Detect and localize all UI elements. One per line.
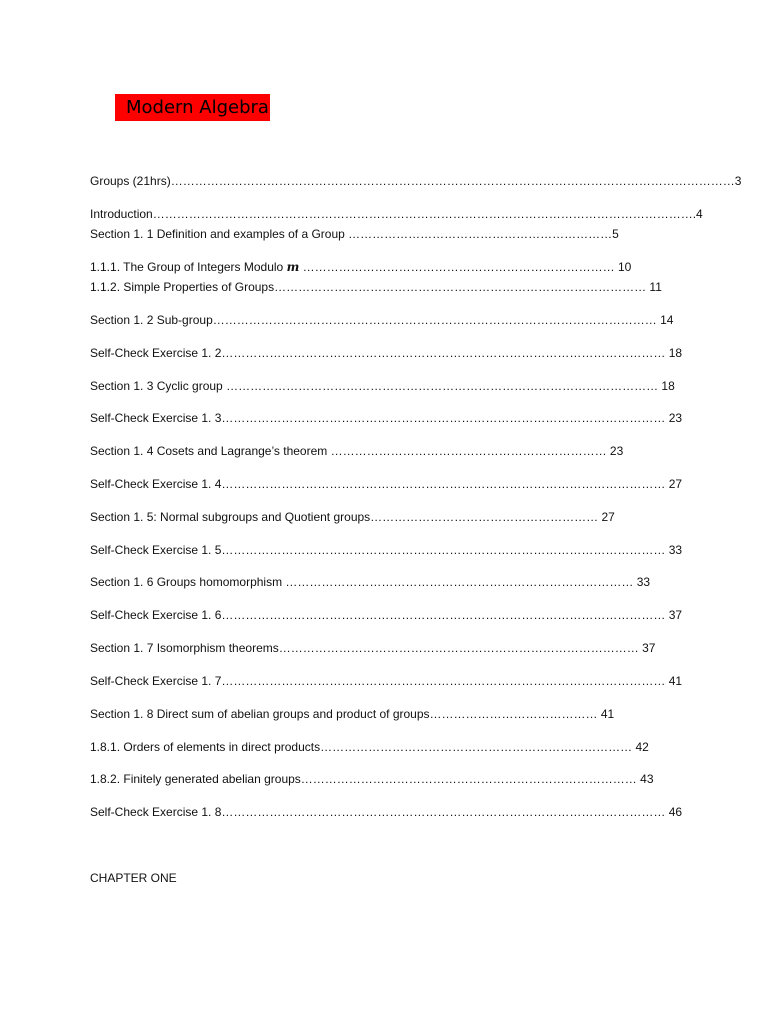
toc-entry-section-1-7: Section 1. 7 Isomorphism theorems……………………………………………………………………………… 37 (90, 641, 656, 655)
toc-entry-self-check-1-6: Self-Check Exercise 1. 6………………………………………………………………………………………………… 37 (90, 608, 683, 622)
toc-entry-1-1-1-page: …………………………………………………………………… 10 (299, 260, 632, 274)
toc-entry-self-check-1-7: Self-Check Exercise 1. 7………………………………………………………………………………………………… 41 (90, 674, 683, 688)
toc-entry-section-1-4: Section 1. 4 Cosets and Lagrange’s theorem …………………………………………………………… 23 (90, 444, 624, 458)
toc-entry-1-8-2: 1.8.2. Finitely generated abelian groups………………………………………………………………………… 43 (90, 772, 654, 786)
toc-entry-self-check-1-3: Self-Check Exercise 1. 3………………………………………………………………………………………………… 23 (90, 411, 683, 425)
toc-entry-self-check-1-2: Self-Check Exercise 1. 2………………………………………………………………………………………………… 18 (90, 346, 683, 360)
toc-entry-self-check-1-5: Self-Check Exercise 1. 5………………………………………………………………………………………………… 33 (90, 543, 683, 557)
toc-entry-1-1-1-text: 1.1.1. The Group of Integers Modulo (90, 260, 287, 274)
toc-entry-section-1-3: Section 1. 3 Cyclic group ……………………………………………………………………………………………… 18 (90, 379, 675, 393)
toc-entry-section-1-6: Section 1. 6 Groups homomorphism …………………………………………………………………………… 33 (90, 575, 651, 589)
toc-entry-section-1-8: Section 1. 8 Direct sum of abelian groups and product of groups…………………………………… 41 (90, 707, 615, 721)
toc-entry-section-1-2: Section 1. 2 Sub-group………………………………………………………………………………………………… 14 (90, 313, 674, 327)
chapter-heading: CHAPTER ONE (90, 871, 177, 885)
math-symbol-m: m (286, 260, 300, 274)
toc-entry-1-8-1: 1.8.1. Orders of elements in direct products…………………………………………………………………… 42 (90, 740, 649, 754)
toc-entry-section-1-5: Section 1. 5: Normal subgroups and Quotient groups………………………………………………… 27 (90, 510, 615, 524)
toc-entry-1-1-1 (90, 260, 631, 274)
toc-entry-1-1-2: 1.1.2. Simple Properties of Groups………………………………………………………………………………… 11 (90, 280, 662, 294)
toc-entry-section-1-1: Section 1. 1 Definition and examples of a Group …………………………………………………………5 (90, 227, 619, 241)
toc-entry-self-check-1-4: Self-Check Exercise 1. 4………………………………………………………………………………………………… 27 (90, 477, 683, 491)
toc-entry-introduction: Introduction……………………………………………………………………………………………………………………….4 (90, 207, 703, 221)
toc-entry-self-check-1-8: Self-Check Exercise 1. 8………………………………………………………………………………………………… 46 (90, 805, 683, 819)
document-title: Modern Algebra (115, 94, 270, 121)
toc-entry-groups: Groups (21hrs)……………………………………………………………………………………………………………………………3 (90, 174, 742, 188)
